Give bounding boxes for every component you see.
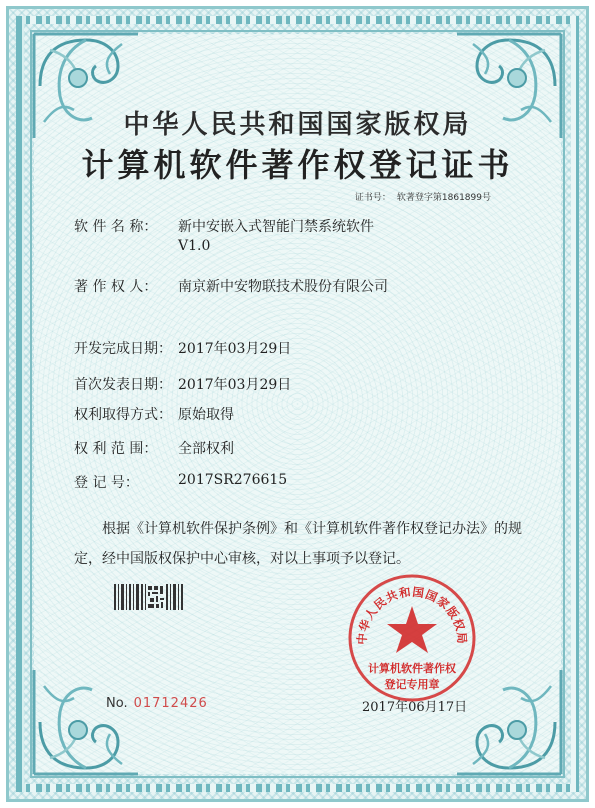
legal-statement: 根据《计算机软件保护条例》和《计算机软件著作权登记办法》的规定，经中国版权保护中心审核，对以上事项予以登记。	[74, 521, 522, 567]
field-label: 开发完成日期：	[74, 341, 172, 357]
field-label: 著 作 权 人：	[74, 279, 158, 295]
field-label: 登 记 号：	[74, 475, 139, 491]
field-first-publish-date	[74, 374, 291, 394]
field-value: 2017年03月29日	[178, 377, 292, 393]
certificate-number-label: 证书号：	[354, 193, 391, 203]
seal-line-1: 计算机软件著作权	[368, 662, 456, 675]
certificate-title: 计算机软件著作权登记证书	[81, 146, 514, 184]
serial-number	[106, 696, 208, 711]
field-label: 权利取得方式：	[74, 407, 172, 423]
seal-arc-text: 中华人民共和国国家版权局	[354, 584, 470, 646]
field-registration-number	[74, 472, 287, 492]
field-label: 首次发表日期：	[74, 377, 172, 393]
software-version-value: V1.0	[178, 238, 211, 254]
field-scope	[74, 438, 234, 458]
field-label: 权 利 范 围：	[74, 441, 158, 457]
certificate-number	[355, 190, 491, 203]
field-value: 原始取得	[178, 407, 234, 423]
barcode-icon	[114, 582, 184, 612]
field-completion-date	[74, 338, 291, 358]
serial-value: 01712426	[133, 696, 208, 711]
issuer-title: 中华人民共和国国家版权局	[123, 110, 472, 140]
issue-date: 2017年06月17日	[362, 700, 468, 715]
serial-prefix: No.	[106, 696, 128, 711]
field-value: 2017SR276615	[178, 472, 288, 488]
field-value: 2017年03月29日	[178, 341, 292, 357]
field-value	[178, 216, 374, 254]
corner-ornament-icon	[26, 662, 146, 782]
seal-line-2: 登记专用章	[384, 678, 440, 691]
software-name-value: 新中安嵌入式智能门禁系统软件	[178, 219, 374, 235]
certificate-number-value: 软著登字第1861899号	[396, 193, 491, 203]
field-value: 全部权利	[178, 441, 234, 457]
field-label: 软 件 名 称：	[74, 219, 158, 235]
field-acquisition	[74, 404, 234, 424]
field-software-name	[74, 216, 374, 254]
field-value: 南京新中安物联技术股份有限公司	[178, 279, 388, 295]
field-copyright-owner	[74, 276, 388, 296]
